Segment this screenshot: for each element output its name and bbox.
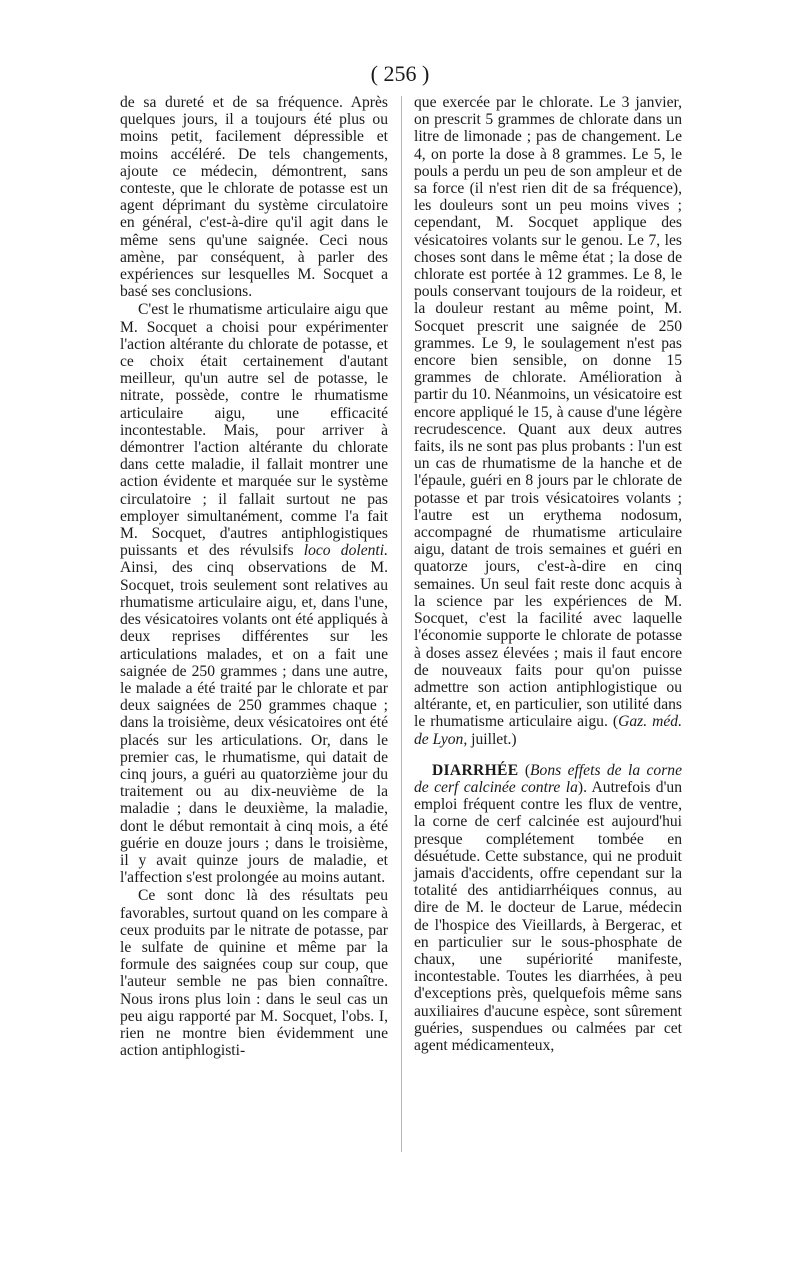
section-headword: DIARRHÉE <box>432 761 519 779</box>
right-paragraph-1-text-b: juillet.) <box>467 730 517 748</box>
left-paragraph-2 <box>120 301 388 886</box>
right-paragraph-1 <box>414 94 682 748</box>
section-subtitle: Bons effets de la corne de cerf calcinée contre la <box>414 761 682 796</box>
left-column <box>120 94 388 1059</box>
column-divider <box>401 96 402 1152</box>
left-paragraph-2-text-b: Ainsi, des cinq observations de M. Socquet, trois seulement sont relatives au rhumatisme articulaire aigu, et, dans l'une, des vésicatoires volants ont été appliqués à deux reprises différentes sur les articulations malades, et on a fait une saignée de 250 grammes ; dans une autre, le malade a été traité par le chlorate et par deux saignées de 250 grammes chaque ; dans la troisième, deux vésicatoires ont été placés sur les articulations. Or, dans le premier cas, le rhumatisme, qui datait de cinq jours, a guéri au quatorzième jour du traitement ou au dix-neuvième de la maladie ; dans le deuxième, la maladie, dont le début remontait à cinq mois, a été guérie en douze jours ; dans le troisième, il y avait quinze jours de maladie, et l'affection s'est prolongée au moins autant. <box>120 559 388 887</box>
right-paragraph-1-citation: Gaz. méd. de Lyon, <box>414 713 682 748</box>
left-paragraph-3: Ce sont donc là des résultats peu favorables, surtout quand on les compare à ceux produits par le nitrate de potasse, par le sulfate de quinine et même par la formule des saignées coup sur coup, que l'auteur semble ne pas bien connaître. Nous irons plus loin : dans le seul cas un peu aigu rapporté par M. Socquet, l'obs. I, rien ne montre bien évidemment une action antiphlogisti- <box>120 887 388 1060</box>
left-paragraph-2-text-a: C'est le rhumatisme articulaire aigu que M. Socquet a choisi pour expérimenter l'action altérante du chlorate de potasse, et ce choix était certainement d'autant meilleur, qu'un autre sel de potasse, le nitrate, possède, contre le rhumatisme articulaire aigu, une efficacité incontestable. Mais, pour arriver à démontrer l'action altérante du chlorate dans cette maladie, il fallait montrer une action évidente et marquée sur le système circulatoire ; il fallait surtout ne pas employer simultanément, comme l'a fait M. Socquet, d'autres antiphlogistiques puissants et des révulsifs <box>120 301 388 560</box>
right-paragraph-1-text-a: que exercée par le chlorate. Le 3 janvier, on prescrit 5 grammes de chlorate dans un litre de limonade ; pas de changement. Le 4, on porte la dose à 8 grammes. Le 5, le pouls a perdu un peu de son ampleur et de sa force (il n'est rien dit de sa fréquence), les douleurs sont un peu moins vives ; cependant, M. Socquet applique des vésicatoires volants sur le genou. Le 7, les choses sont dans le même état ; la dose de chlorate est portée à 12 grammes. Le 8, le pouls conservant toujours de la roideur, et la douleur restant au même point, M. Socquet prescrit une saignée de 250 grammes. Le 9, le soulagement n'est pas encore bien sensible, on donne 15 grammes de chlorate. Amélioration à partir du 10. Néanmoins, un vésicatoire est encore appliqué le 15, à cause d'une légère recrudescence. Quant aux deux autres faits, ils ne sont pas plus probants : l'un est un cas de rhumatisme de la hanche et de l'épaule, guéri en 8 jours par le chlorate de potasse et par trois vésicatoires volants ; l'autre est un erythema nodosum, accompagné de rhumatisme articulaire aigu, datant de trois semaines et guéri en quatorze jours, c'est-à-dire en cinq semaines. Un seul fait reste donc acquis à la science par les expériences de M. Socquet, c'est la facilité avec laquelle l'économie supporte le chlorate de potasse à doses assez élevées ; mais il faut encore de nouveaux faits pour qu'on puisse admettre son action antiphlogistique ou altérante, et, en particulier, son utilité dans le rhumatisme articulaire aigu. ( <box>414 94 682 731</box>
section-diarrhee <box>414 762 682 1054</box>
left-paragraph-1: de sa dureté et de sa fréquence. Après quelques jours, il a toujours été plus ou moins petit, facilement dépressible et moins accéléré. De tels changements, ajoute ce médecin, démontrent, sans conteste, que le chlorate de potasse est un agent déprimant du système circulatoire en général, c'est-à-dire qu'il agit dans le même sens qu'une saignée. Ceci nous amène, par conséquent, à parler des expériences sur lesquelles M. Socquet a basé ses conclusions. <box>120 94 388 301</box>
section-body: ). Autrefois d'un emploi fréquent contre les flux de ventre, la corne de cerf calcinée est aujourd'hui presque complétement tombée en désuétude. Cette substance, qui ne produit jamais d'accidents, offre cependant sur la totalité des antidiarrhéiques connus, au dire de M. le docteur de Larue, médecin de l'hospice des Vieillards, à Bergerac, et en particulier sur le sous-phosphate de chaux, une supériorité manifeste, incontestable. Toutes les diarrhées, à peu d'exceptions près, quelquefois même sans auxiliaires d'aucune espèce, sont sûrement guéries, suspendues ou calmées par cet agent médicamenteux, <box>414 778 683 1054</box>
right-column <box>414 94 682 1054</box>
left-paragraph-2-italic: loco dolenti. <box>303 542 388 560</box>
section-open-paren: ( <box>518 761 531 779</box>
page-number: ( 256 ) <box>370 61 430 86</box>
